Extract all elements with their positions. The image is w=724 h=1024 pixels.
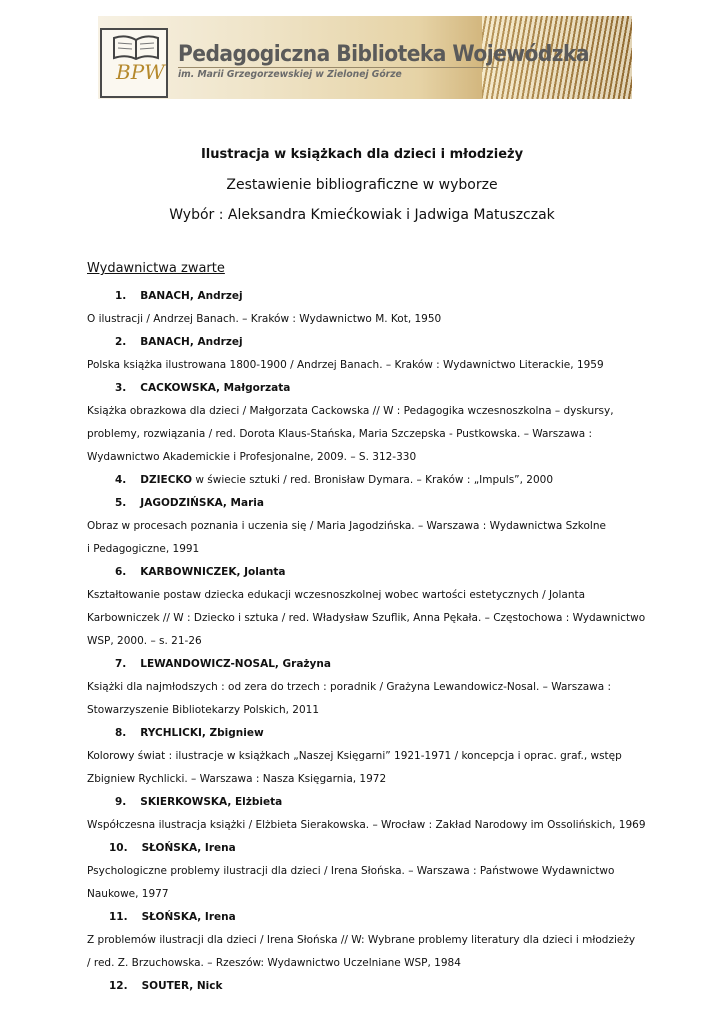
entry-description-line: Psychologiczne problemy ilustracji dla dzieci / Irena Słońska. – Warszawa : Państwowe Wydawnictwo xyxy=(87,865,615,877)
document-title: Ilustracja w książkach dla dzieci i młodzieży xyxy=(200,147,524,162)
bibliography-list xyxy=(87,285,647,998)
entry-author: SŁOŃSKA, Irena xyxy=(141,911,236,923)
entry-heading xyxy=(87,722,647,745)
entry-number: 7. xyxy=(115,658,127,670)
library-patron: im. Marii Grzegorzewskiej w Zielonej Górze xyxy=(178,69,402,80)
entry-number: 1. xyxy=(115,290,127,302)
bibliography-entry xyxy=(87,975,647,998)
bibliography-entry xyxy=(87,492,647,561)
entry-heading xyxy=(87,561,647,584)
entry-number: 11. xyxy=(109,911,128,923)
logo-letters: BPW xyxy=(116,60,165,84)
entry-number: 9. xyxy=(115,796,127,808)
bibliography-entry xyxy=(87,791,647,837)
entry-description-line: i Pedagogiczne, 1991 xyxy=(87,543,200,555)
entry-description-line: Stowarzyszenie Bibliotekarzy Polskich, 2011 xyxy=(87,704,320,716)
entry-author: RYCHLICKI, Zbigniew xyxy=(140,727,264,739)
entry-description-line: Naukowe, 1977 xyxy=(87,888,169,900)
bibliography-entry xyxy=(87,722,647,791)
entry-description-line: / red. Z. Brzuchowska. – Rzeszów: Wydawnictwo Uczelniane WSP, 1984 xyxy=(87,957,461,969)
entry-title-inline: w świecie sztuki / red. Bronisław Dymara. – Kraków : „Impuls”, 2000 xyxy=(192,474,554,486)
library-name: Pedagogiczna Biblioteka Wojewódzka xyxy=(178,42,590,67)
entry-author: SKIERKOWSKA, Elżbieta xyxy=(140,796,283,808)
entry-heading xyxy=(87,837,647,860)
entry-description-line: Książki dla najmłodszych : od zera do trzech : poradnik / Grażyna Lewandowicz-Nosal. – Warszawa : xyxy=(87,681,612,693)
entry-description-line: Polska książka ilustrowana 1800-1900 / Andrzej Banach. – Kraków : Wydawnictwo Literackie, 1959 xyxy=(87,359,604,371)
entry-heading xyxy=(87,906,647,929)
entry-number: 3. xyxy=(115,382,127,394)
entry-description-line: Książka obrazkowa dla dzieci / Małgorzata Cackowska // W : Pedagogika wczesnoszkolna – dyskursy, xyxy=(87,405,614,417)
bibliography-entry xyxy=(87,331,647,377)
book-icon xyxy=(112,34,160,60)
entry-description-line: Zbigniew Rychlicki. – Warszawa : Nasza Księgarnia, 1972 xyxy=(87,773,387,785)
entry-description-line: Kształtowanie postaw dziecka edukacji wczesnoszkolnej wobec wartości estetycznych / Jolanta xyxy=(87,589,586,601)
bibliography-entry xyxy=(87,561,647,653)
entry-heading xyxy=(87,377,647,400)
entry-number: 12. xyxy=(109,980,128,992)
bibliography-entry xyxy=(87,377,647,469)
document-subtitle: Zestawienie bibliograficzne w wyborze xyxy=(226,177,498,193)
entry-author: KARBOWNICZEK, Jolanta xyxy=(140,566,286,578)
entry-number: 5. xyxy=(115,497,127,509)
entry-heading xyxy=(87,469,647,492)
library-header-banner xyxy=(98,16,632,99)
bibliography-entry xyxy=(87,285,647,331)
entry-heading xyxy=(87,492,647,515)
entry-number: 10. xyxy=(109,842,128,854)
entry-description-line: problemy, rozwiązania / red. Dorota Klaus-Stańska, Maria Szczepska - Pustkowska. – Warszawa : xyxy=(87,428,593,440)
bibliography-entry xyxy=(87,469,647,492)
entry-author: SOUTER, Nick xyxy=(141,980,223,992)
bibliography-entry xyxy=(87,653,647,722)
library-logo xyxy=(100,28,168,98)
header-divider xyxy=(178,67,498,68)
entry-description-line: Z problemów ilustracji dla dzieci / Irena Słońska // W: Wybrane problemy literatury dla dzieci i młodzieży xyxy=(87,934,636,946)
entry-description-line: WSP, 2000. – s. 21-26 xyxy=(87,635,202,647)
entry-description-line: Karbowniczek // W : Dziecko i sztuka / red. Władysław Szuflik, Anna Pękała. – Częstochowa : Wydawnictwo xyxy=(87,612,646,624)
document-authors: Wybór : Aleksandra Kmiećkowiak i Jadwiga Matuszczak xyxy=(169,207,555,223)
bibliography-entry xyxy=(87,837,647,906)
entry-number: 2. xyxy=(115,336,127,348)
entry-heading xyxy=(87,975,647,998)
section-heading: Wydawnictwa zwarte xyxy=(87,261,225,276)
entry-description-line: Kolorowy świat : ilustracje w książkach „Naszej Księgarni” 1921-1971 / koncepcja i oprac. graf., wstęp xyxy=(87,750,622,762)
entry-heading xyxy=(87,331,647,354)
entry-number: 6. xyxy=(115,566,127,578)
entry-description-line: Wydawnictwo Akademickie i Profesjonalne, 2009. – S. 312-330 xyxy=(87,451,417,463)
entry-author: JAGODZIŃSKA, Maria xyxy=(140,497,264,509)
entry-heading xyxy=(87,653,647,676)
entry-number: 4. xyxy=(115,474,127,486)
entry-author: BANACH, Andrzej xyxy=(140,336,243,348)
entry-description-line: Obraz w procesach poznania i uczenia się / Maria Jagodzińska. – Warszawa : Wydawnictwa Szkolne xyxy=(87,520,606,532)
entry-heading xyxy=(87,285,647,308)
entry-author: BANACH, Andrzej xyxy=(140,290,243,302)
bibliography-entry xyxy=(87,906,647,975)
entry-description-line: Współczesna ilustracja książki / Elżbieta Sierakowska. – Wrocław : Zakład Narodowy im Ossolińskich, 1969 xyxy=(87,819,646,831)
entry-author: CACKOWSKA, Małgorzata xyxy=(140,382,291,394)
entry-author: SŁOŃSKA, Irena xyxy=(141,842,236,854)
entry-number: 8. xyxy=(115,727,127,739)
entry-author: DZIECKO xyxy=(140,474,193,486)
entry-author: LEWANDOWICZ-NOSAL, Grażyna xyxy=(140,658,331,670)
entry-heading xyxy=(87,791,647,814)
entry-description-line: O ilustracji / Andrzej Banach. – Kraków : Wydawnictwo M. Kot, 1950 xyxy=(87,313,442,325)
